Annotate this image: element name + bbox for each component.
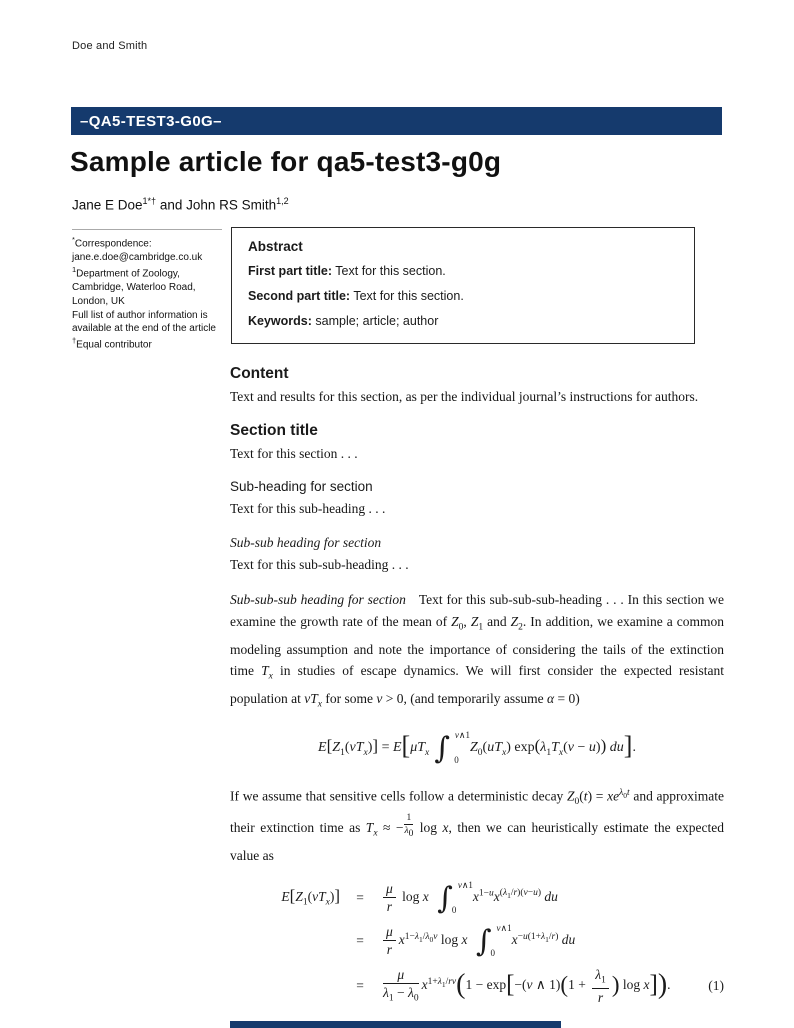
- equation-rhs: $\frac{\mu}{\lambda_1 - \lambda_0}$ $x^{1+\lambda_1/rv}(1 - \exp[-(v$ ∧ 1)(1 + $\frac{\lambda_1}{r}$ ) log x]).: [383, 966, 671, 1005]
- section-title-heading: Section title: [230, 421, 318, 439]
- sidebar-rule: [72, 229, 222, 230]
- equals-sign: =: [356, 889, 364, 905]
- section-paragraph: Text for this section . . .: [230, 445, 358, 461]
- equation-row: [244, 967, 724, 1005]
- equation-rhs: $\frac{\mu}{r}$ log x ∫ v∧1 0 $x^{1-u}x^{(\lambda_1/r)(v-u)}$ du: [380, 881, 558, 915]
- abstract-item-second-part: [248, 288, 678, 305]
- main-column: [230, 365, 724, 1014]
- abstract-item-label: Keywords:: [248, 313, 312, 328]
- equals-sign: =: [356, 932, 364, 948]
- display-equation: $E[Z_1(vT_x)] = E[\mu T_x$ ∫ v∧1 0 $Z_0(uT_x) \exp(\lambda_1T_x(v - u))$ du].: [318, 729, 636, 766]
- correspondence-block: [72, 229, 227, 352]
- banner-text: –QA5-TEST3-G0G–: [80, 112, 222, 130]
- running-header: Doe and Smith: [72, 40, 148, 52]
- authors-line: Jane E Doe$^{1*\dagger}$ and John RS Smith$^{1,2}$: [72, 196, 289, 213]
- equation-array: [230, 881, 724, 1005]
- equation-rhs: $\frac{\mu}{r}$ $x^{1-\lambda_1/\lambda_0v}$ log x ∫ v∧1 0 $x^{-u(1+\lambda_1/r)}$ du: [380, 924, 575, 958]
- abstract-item-text: Text for this section.: [350, 288, 464, 303]
- sub-sub-heading-paragraph: Text for this sub-sub-heading . . .: [230, 556, 409, 572]
- equation-row: [244, 881, 724, 915]
- content-paragraph: Text and results for this section, as per the individual journal’s instructions for authors.: [230, 389, 699, 404]
- equation-lhs: $E[Z_1(vT_x)]$: [281, 885, 340, 908]
- sub-sub-sub-paragraph: Sub-sub-sub heading for section Text for this sub-sub-sub-heading . . . In this section we examine the growth rate of the mean of $Z_0$, $Z_1$ and $Z_2$. In addition, we examine a common modeling assumption and note the importance of considering the tails of the extinction time $T_x$ in studies of escape dynamics. We will first consider the expected resistant population at $vT_x$ for some v > 0, (and temporarily assume α = 0): [230, 592, 724, 711]
- correspondence-text: *Correspondence: jane.e.doe@cambridge.co.uk $^1$Department of Zoology, Cambridge, Waterloo Road, London, UK Full list of author information is available at the end of the article †Equal contributor: [72, 235, 216, 351]
- equals-sign: =: [356, 977, 364, 993]
- abstract-item-text: sample; article; author: [311, 313, 439, 328]
- abstract-item-label: Second part title:: [248, 288, 351, 303]
- sub-sub-heading: Sub-sub heading for section: [230, 534, 382, 550]
- journal-banner: [71, 107, 722, 135]
- article-title: Sample article for qa5-test3-g0g: [70, 146, 502, 177]
- equation-row: [244, 924, 724, 958]
- abstract-item-text: Text for this section.: [332, 264, 446, 278]
- abstract-item-first-part: [248, 263, 678, 280]
- abstract-heading: Abstract: [248, 239, 303, 254]
- equation-number: (1): [708, 977, 724, 993]
- estimate-paragraph: If we assume that sensitive cells follow a deterministic decay $Z_0(t) = xe^{\lambda_0t}$ and approximate their extinction time as $T_x$ ≈ − $\frac{1}{\lambda_0}$ log x, then we can heuristically estimate the expected value as: [230, 787, 725, 864]
- abstract-item-keywords: [248, 313, 678, 330]
- sub-heading: Sub-heading for section: [230, 479, 373, 494]
- abstract-box: [231, 227, 695, 344]
- content-heading: Content: [230, 365, 289, 382]
- abstract-item-label: First part title:: [248, 264, 333, 278]
- next-page-banner-sliver: [230, 1021, 561, 1028]
- sub-heading-paragraph: Text for this sub-heading . . .: [230, 501, 386, 516]
